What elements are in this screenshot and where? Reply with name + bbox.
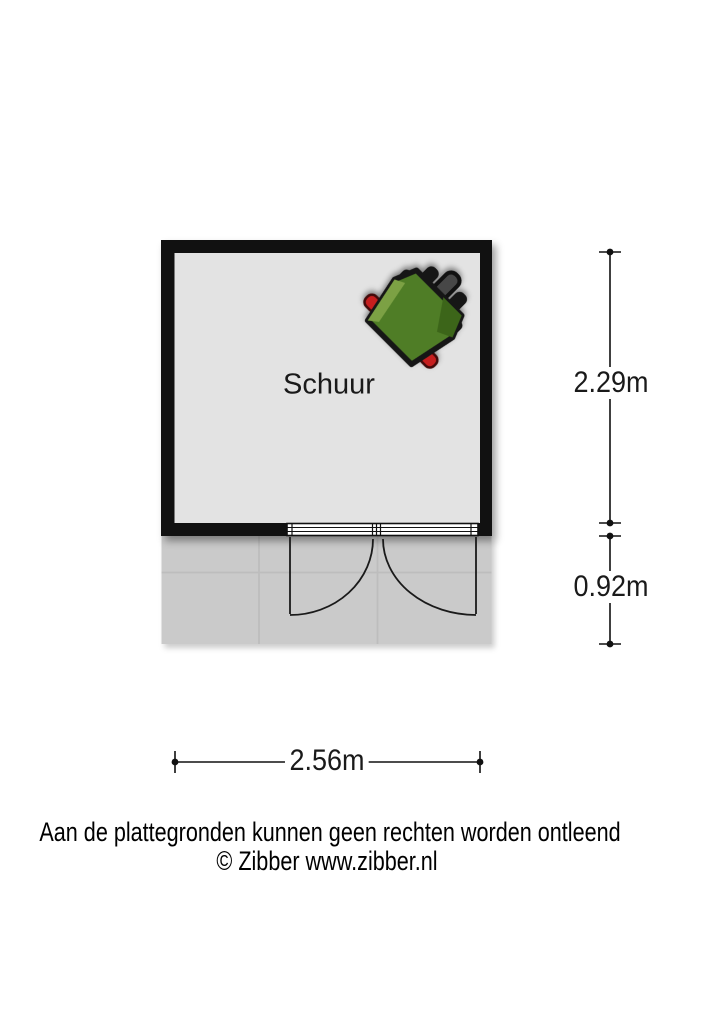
room-label: Schuur <box>283 368 375 401</box>
dim-height-label: 2.29m <box>569 367 653 399</box>
double-door-frame <box>287 524 478 536</box>
dim-width-label: 2.56m <box>285 745 369 777</box>
door-frame <box>287 524 478 536</box>
footer-copyright: © Zibber www.zibber.nl <box>216 846 438 876</box>
terrace <box>162 536 492 644</box>
footer-disclaimer: Aan de plattegronden kunnen geen rechten worden ontleend <box>39 817 621 847</box>
dim-terrace-label: 0.92m <box>569 571 653 603</box>
terrace-floor <box>162 536 492 644</box>
